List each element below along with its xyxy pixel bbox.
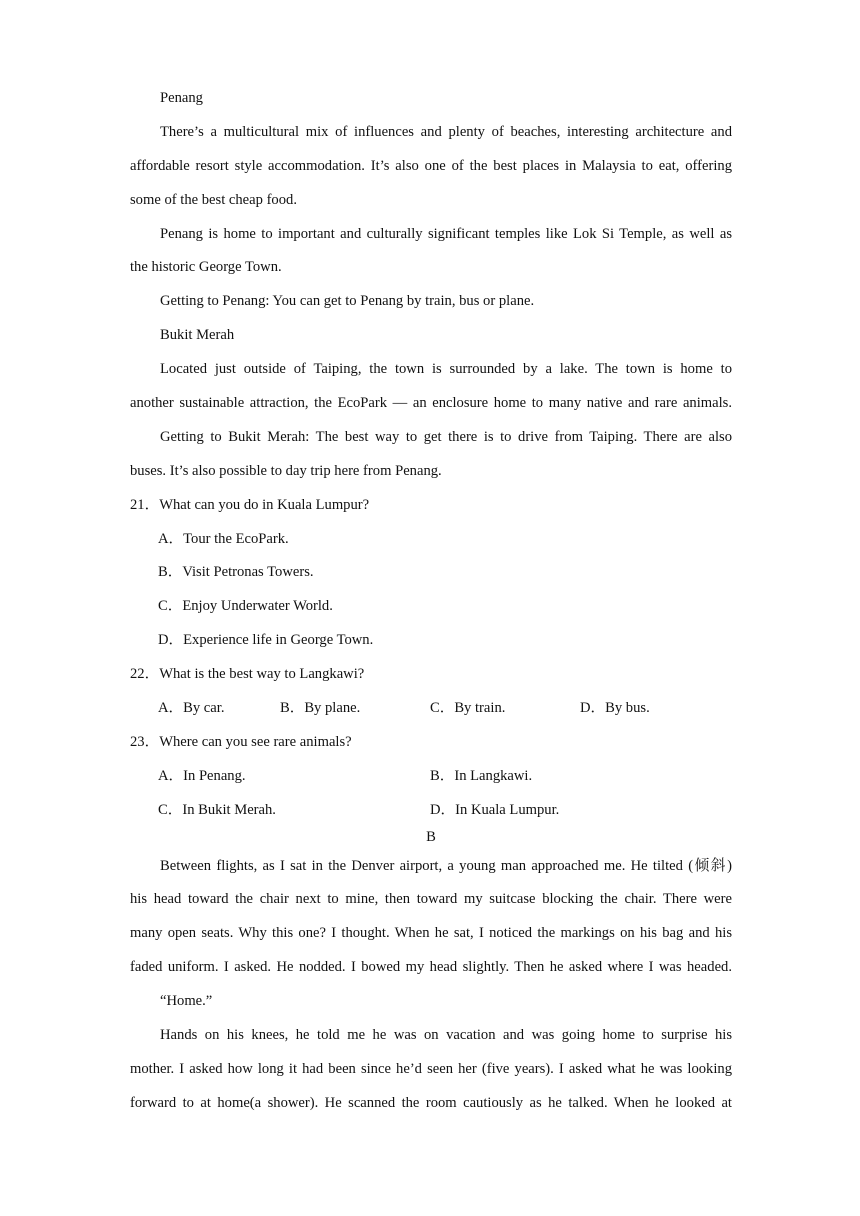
paragraph-line: There’s a multicultural mix of influences and plenty of beaches, interesting architecture and <box>160 123 732 140</box>
paragraph-line: many open seats. Why this one? I thought. When he sat, I noticed the markings on his bag and his <box>130 925 732 942</box>
paragraph-line: “Home.” <box>160 993 213 1010</box>
paragraph-line: Getting to Bukit Merah: The best way to get there is to drive from Taiping. There are also <box>160 428 732 445</box>
paragraph-line: another sustainable attraction, the EcoPark — an enclosure home to many native and rare animals. <box>130 395 732 412</box>
question-22-option-b: B．By plane. <box>280 700 361 717</box>
section-b-heading: B <box>426 828 436 845</box>
paragraph-line: some of the best cheap food. <box>130 191 297 208</box>
question-22-option-d: D．By bus. <box>580 700 650 717</box>
question-22-stem: 22．What is the best way to Langkawi? <box>130 666 365 683</box>
question-23-options-row-1 <box>130 760 732 794</box>
section-heading-bukit-merah: Bukit Merah <box>160 327 235 344</box>
question-22-option-c: C．By train. <box>430 700 506 717</box>
paragraph-line: mother. I asked how long it had been since he’d seen her (five years). I asked what he was looking <box>130 1060 732 1077</box>
question-21-stem: 21．What can you do in Kuala Lumpur? <box>130 496 370 513</box>
section-heading-penang: Penang <box>160 90 203 106</box>
paragraph-line: Getting to Penang: You can get to Penang by train, bus or plane. <box>160 293 535 310</box>
paragraph-line: Located just outside of Taiping, the town is surrounded by a lake. The town is home to <box>160 361 732 378</box>
question-21-option-a: A．Tour the EcoPark. <box>158 530 289 547</box>
paragraph-line: buses. It’s also possible to day trip here from Penang. <box>130 462 442 479</box>
question-23-option-b: B．In Langkawi. <box>430 767 533 784</box>
paragraph-line: Penang is home to important and culturally significant temples like Lok Si Temple, as well as <box>160 225 732 242</box>
paragraph-line: the historic George Town. <box>130 259 282 276</box>
question-22-options-row <box>130 692 732 726</box>
question-23-option-a: A．In Penang. <box>158 767 246 784</box>
paragraph-line: faded uniform. I asked. He nodded. I bowed my head slightly. Then he asked where I was headed. <box>130 959 732 976</box>
paragraph-line: forward to at home(a shower). He scanned the room cautiously as he talked. When he looked at <box>130 1094 732 1111</box>
question-21-option-d: D．Experience life in George Town. <box>158 632 374 649</box>
paragraph-line: Hands on his knees, he told me he was on vacation and was going home to surprise his <box>160 1027 732 1044</box>
question-23-option-c: C．In Bukit Merah. <box>158 801 276 818</box>
paragraph-line: affordable resort style accommodation. It’s also one of the best places in Malaysia to eat, offering <box>130 157 732 174</box>
question-21-option-b: B．Visit Petronas Towers. <box>158 564 314 581</box>
paragraph-line: his head toward the chair next to mine, then toward my suitcase blocking the chair. There were <box>130 891 732 908</box>
paragraph-line: Between flights, as I sat in the Denver airport, a young man approached me. He tilted (倾斜) <box>160 857 732 874</box>
question-23-options-row-2 <box>130 794 732 828</box>
question-22-option-a: A．By car. <box>158 700 225 717</box>
question-23-stem: 23．Where can you see rare animals? <box>130 733 352 750</box>
document-page <box>130 82 732 1121</box>
question-21-option-c: C．Enjoy Underwater World. <box>158 598 333 615</box>
question-23-option-d: D．In Kuala Lumpur. <box>430 801 560 818</box>
